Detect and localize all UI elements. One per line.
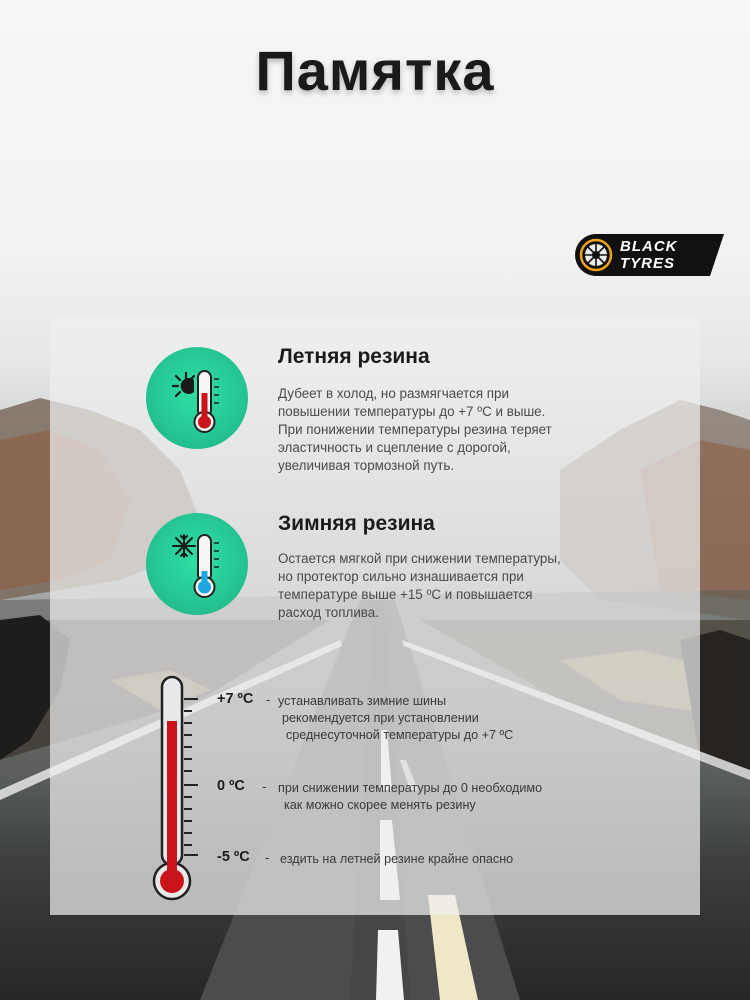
scale-desc-line: при снижении температуры до 0 необходимо [278,781,543,795]
scale-desc-line: рекомендуется при установлении [282,711,479,725]
dash: - [265,850,270,865]
winter-line: Остается мягкой при снижении температуры, [278,551,561,566]
summer-line: эластичность и сцепление с дорогой, [278,440,511,455]
snowflake-thermometer-icon [146,513,248,615]
logo-line1: BLACK [620,238,678,255]
summer-line: увеличивая тормозной путь. [278,458,455,473]
winter-line: температуре выше +15 ºС и повышается [278,587,533,602]
scale-label-zero: 0 ºС [217,778,245,794]
winter-line: но протектор сильно изнашивается при [278,569,524,584]
scale-desc-line: ездить на летней резине крайне опасно [280,852,514,866]
scale-desc-line: как можно скорее менять резину [284,798,476,812]
scale-label-minus5: -5 ºС [217,849,250,865]
summer-line: повышении температуры до +7 ºС и выше. [278,404,546,419]
temperature-scale-thermometer-icon [150,675,220,907]
page-title: Памятка [255,39,495,102]
scale-label-plus7: +7 ºС [217,691,254,707]
winter-line: расход топлива. [278,605,379,620]
scale-desc-line: устанавливать зимние шины [278,694,447,708]
info-panel [50,317,700,915]
sun-thermometer-icon [146,347,248,449]
summer-description [278,385,638,475]
summer-line: Дубеет в холод, но размягчается при [278,386,509,401]
winter-title: Зимняя резина [278,512,435,535]
scale-desc-plus7 [278,693,513,744]
dash: - [262,779,267,794]
brand-logo [574,232,726,280]
scale-desc-zero [278,780,542,814]
dash: - [266,692,271,707]
scale-desc-line: среднесуточной температуры до +7 ºС [286,728,514,742]
summer-line: При понижении температуры резина теряет [278,422,552,437]
winter-description [278,550,678,622]
logo-line2: TYRES [620,255,676,272]
scale-desc-minus5 [280,851,513,868]
summer-title: Летняя резина [278,345,430,368]
